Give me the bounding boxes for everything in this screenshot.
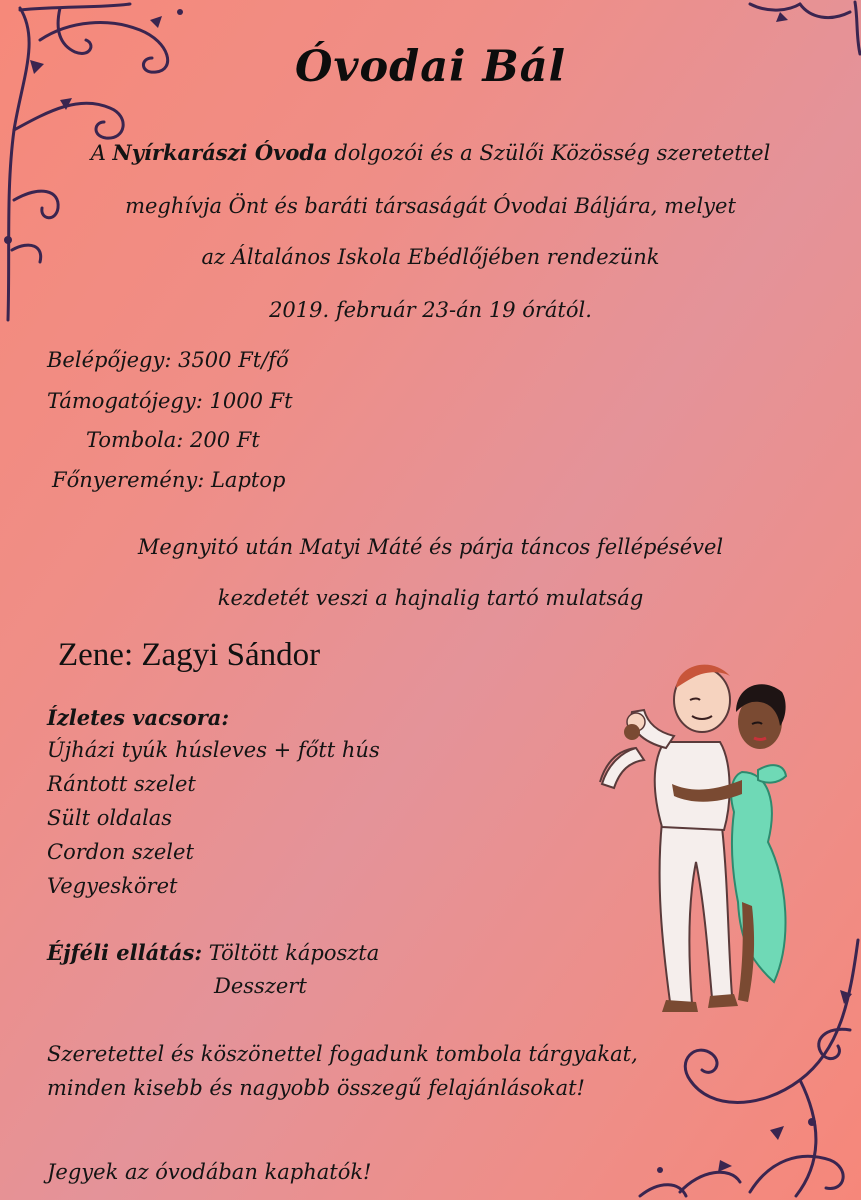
tickets-info: Jegyek az óvodában kaphatók! <box>47 1160 372 1184</box>
dinner-item-soup: Újházi tyúk húsleves + főtt hús <box>47 738 380 762</box>
midnight-item-dessert: Desszert <box>214 974 307 998</box>
price-entry-ticket: Belépőjegy: 3500 Ft/fő <box>47 348 289 372</box>
closing-line-1: Szeretettel és köszönettel fogadunk tombola tárgyakat, <box>47 1042 638 1066</box>
midnight-label: Éjféli ellátás: <box>47 940 203 965</box>
midnight-item-cabbage: Töltött káposzta <box>202 941 380 965</box>
music-info: Zene: Zagyi Sándor <box>58 637 321 673</box>
price-support-ticket: Támogatójegy: 1000 Ft <box>47 389 293 413</box>
main-prize: Főnyeremény: Laptop <box>52 468 286 492</box>
dancing-couple-illustration <box>592 652 822 1014</box>
dinner-item-schnitzel: Rántott szelet <box>47 772 196 796</box>
event-date: 2019. február 23-án 19 órától. <box>269 298 592 322</box>
opening-line-1: Megnyitó után Matyi Máté és párja táncos fellépésével <box>137 535 724 559</box>
dinner-heading: Ízletes vacsora: <box>47 705 230 730</box>
opening-line-2: kezdetét veszi a hajnalig tartó mulatság <box>217 586 644 610</box>
intro-line-3: az Általános Iskola Ebédlőjében rendezünk <box>201 245 660 269</box>
dinner-item-cordon: Cordon szelet <box>47 840 194 864</box>
price-tombola: Tombola: 200 Ft <box>86 428 260 452</box>
kindergarten-name: Nyírkarászi Óvoda <box>112 140 328 165</box>
intro-line-1 <box>0 140 861 165</box>
intro-line-2: meghívja Önt és baráti társaságát Óvodai Báljára, melyet <box>125 194 736 218</box>
intro-text-a: A <box>90 141 113 165</box>
page-title: Óvodai Bál <box>295 42 566 92</box>
dinner-item-sides: Vegyesköret <box>47 874 178 898</box>
intro-text-b: dolgozói és a Szülői Közösség szeretettel <box>327 141 771 165</box>
midnight-line-1 <box>47 940 379 965</box>
dinner-item-ribs: Sült oldalas <box>47 806 173 830</box>
closing-line-2: minden kisebb és nagyobb összegű felajánlásokat! <box>47 1076 585 1100</box>
